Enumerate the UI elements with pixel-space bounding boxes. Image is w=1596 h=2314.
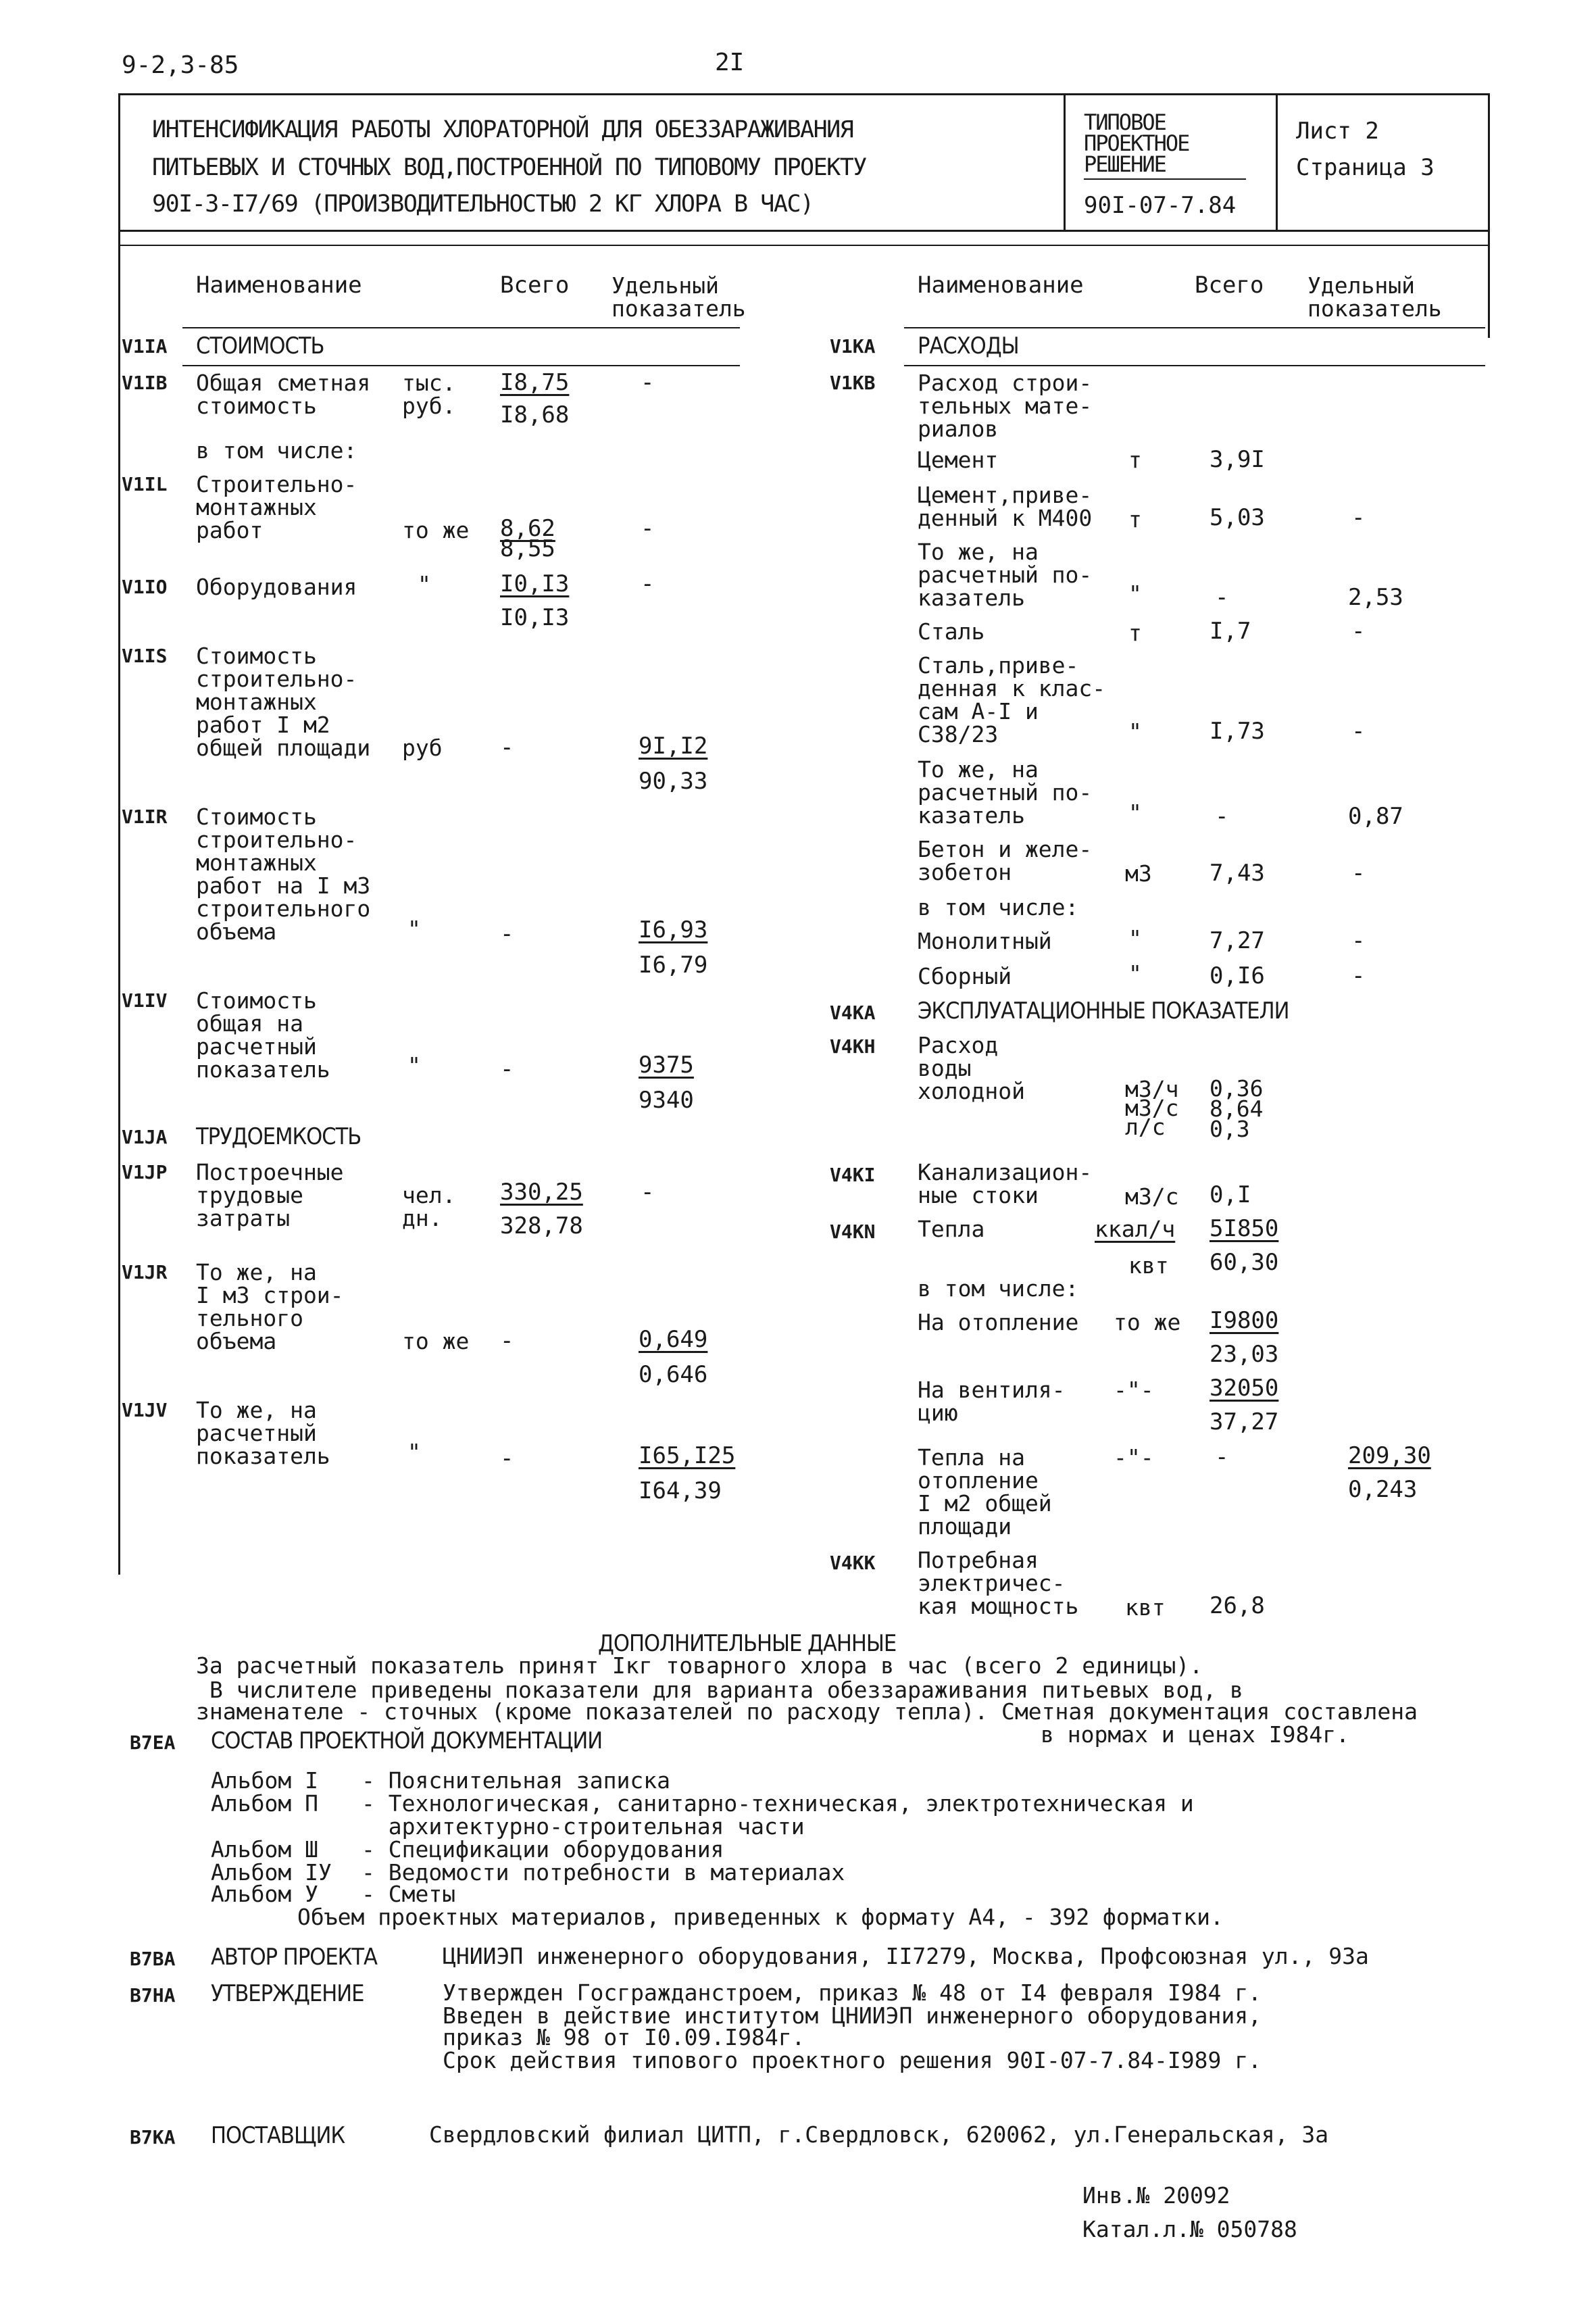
- right-col-spec: Удельный показатель: [1307, 272, 1442, 322]
- inventory-number: Инв.№ 20092: [1082, 2182, 1230, 2209]
- row-unit: тыс. руб.: [402, 370, 456, 419]
- album-label: Альбом IУ: [211, 1859, 332, 1886]
- row-total: I,7: [1210, 618, 1251, 645]
- additional-heading: ДОПОЛНИТЕЛЬНЫЕ ДАННЫЕ: [598, 1630, 897, 1657]
- row-unit: то же: [402, 517, 470, 543]
- row-spec-2: 0,243: [1348, 1476, 1418, 1503]
- row-total: 26,8: [1210, 1592, 1265, 1619]
- title-line-1: ИНТЕНСИФИКАЦИЯ РАБОТЫ ХЛОРАТОРНОЙ ДЛЯ ОБЕЗЗАРАЖИВАНИЯ: [152, 116, 853, 143]
- row-total: 3,9I: [1210, 446, 1265, 473]
- row-total: -: [500, 1056, 514, 1083]
- row-unit: м3: [1125, 860, 1152, 887]
- title-line-3: 90I-3-I7/69 (ПРОИЗВОДИТЕЛЬНОСТЬЮ 2 КГ ХЛОРА В ЧАС): [152, 191, 814, 218]
- row-name: Стоимость общая на расчетный показатель: [196, 987, 330, 1083]
- row-name: Цемент,приве- денный к М400: [918, 482, 1093, 531]
- sheet-number: Лист 2: [1296, 118, 1379, 145]
- row-spec: I6,93: [639, 916, 708, 943]
- row-code: V4KI: [830, 1164, 876, 1186]
- row-total-2: 8,55: [500, 535, 555, 562]
- row-name: Монолитный: [918, 928, 1052, 954]
- row-unit: то же: [1114, 1309, 1181, 1335]
- row-unit: м3/с: [1125, 1183, 1179, 1210]
- row-code: V1IL: [122, 473, 168, 495]
- album-label: Альбом Ш: [211, 1836, 318, 1863]
- row-spec-2: 90,33: [639, 768, 708, 795]
- row-unit: ": [418, 571, 431, 597]
- row-spec: 0,649: [639, 1326, 708, 1353]
- row-total: 330,25: [500, 1179, 583, 1206]
- album-desc: - Спецификации оборудования: [361, 1836, 724, 1863]
- additional-line-2: В числителе приведены показатели для варианта обеззараживания питьевых вод, в: [209, 1677, 1243, 1703]
- row-name: в том числе:: [196, 437, 357, 464]
- row-code: V1IB: [122, 372, 168, 394]
- row-total: 0,I6: [1210, 962, 1265, 989]
- row-name: То же, на расчетный по- казатель: [918, 539, 1093, 611]
- album-desc: - Технологическая, санитарно-техническая, электротехническая и архитектурно-строительная части: [361, 1790, 1194, 1840]
- page-number: 2I: [715, 49, 745, 76]
- right-col-total: Всего: [1195, 272, 1264, 299]
- row-spec: -: [641, 1179, 655, 1206]
- right-border: [1488, 230, 1490, 338]
- row-total-2: 23,03: [1210, 1341, 1279, 1368]
- author-text: ЦНИИЭП инженерного оборудования, II7279, Москва, Профсоюзная ул., 93а: [443, 1943, 1369, 1969]
- approval-line-4: Срок действия типового проектного решения 90I-07-7.84-I989 г.: [443, 2047, 1262, 2073]
- row-total-2: I0,I3: [500, 604, 570, 631]
- row-total: I9800: [1210, 1307, 1279, 1334]
- row-unit: ": [1128, 925, 1142, 952]
- row-spec: -: [641, 515, 655, 542]
- approval-line-3: приказ № 98 от I0.09.I984г.: [443, 2024, 805, 2050]
- row-spec: 9I,I2: [639, 733, 708, 760]
- row-name: Цемент: [918, 447, 999, 473]
- row-total: -: [500, 734, 514, 761]
- row-total: 32050: [1210, 1375, 1279, 1402]
- row-code: V1JR: [122, 1261, 168, 1283]
- row-total: -: [500, 1445, 514, 1472]
- left-border: [118, 230, 120, 1575]
- row-name: Расход строи- тельных мате- риалов: [918, 370, 1093, 442]
- row-name: Стоимость строительно- монтажных работ I м2 общей площади: [196, 643, 371, 761]
- row-name: Оборудования: [196, 574, 357, 600]
- row-total: 0,36 8,64 0,3: [1210, 1075, 1264, 1142]
- page-label: Страница 3: [1296, 154, 1435, 181]
- row-code: V4KA: [830, 1002, 876, 1024]
- left-col-total: Всего: [500, 272, 570, 299]
- row-unit: квт: [1125, 1594, 1166, 1621]
- row-unit: -"-: [1114, 1377, 1154, 1403]
- approval-line-1: Утвержден Госгражданстроем, приказ № 48 от I4 февраля I984 г.: [443, 1979, 1262, 2006]
- row-unit-2: квт: [1128, 1252, 1169, 1279]
- album-label: Альбом У: [211, 1881, 318, 1907]
- row-unit: ": [1128, 960, 1142, 987]
- row-total: -: [1215, 584, 1229, 611]
- catalog-number: Катал.л.№ 050788: [1082, 2216, 1297, 2242]
- author-label: АВТОР ПРОЕКТА: [211, 1944, 377, 1971]
- row-name: На отопление: [918, 1309, 1079, 1335]
- row-unit: -"-: [1114, 1444, 1154, 1471]
- row-unit: ": [407, 916, 421, 942]
- row-name: Расход воды холодной: [918, 1032, 1025, 1104]
- row-code: V1IO: [122, 576, 168, 598]
- row-name: Сталь,приве- денная к клас- сам А-I и С38/23: [918, 652, 1106, 747]
- section-heading: ТРУДОЕМКОСТЬ: [196, 1123, 361, 1150]
- document-code: 9-2,3-85: [122, 51, 239, 79]
- row-code: V1IS: [122, 645, 168, 667]
- left-header-rule: [182, 327, 740, 328]
- row-unit: чел. дн.: [402, 1182, 456, 1231]
- row-name: Потребная электричес- кая мощность: [918, 1547, 1079, 1619]
- row-total: I0,I3: [500, 570, 570, 597]
- row-total: 7,43: [1210, 860, 1265, 887]
- left-col-spec: Удельный показатель: [612, 272, 746, 322]
- row-spec-2: I64,39: [639, 1477, 722, 1504]
- type-label: ТИПОВОЕ ПРОЕКТНОЕ РЕШЕНИЕ: [1084, 109, 1189, 177]
- row-spec-2: I6,79: [639, 952, 708, 979]
- row-total: I8,75: [500, 369, 570, 396]
- right-col-name: Наименование: [918, 272, 1084, 299]
- row-unit: ккал/ч: [1095, 1216, 1176, 1242]
- row-name: Сборный: [918, 963, 1012, 989]
- row-unit: ": [1128, 718, 1142, 745]
- row-spec-2: 0,646: [639, 1361, 708, 1388]
- row-unit: руб: [402, 735, 443, 761]
- row-code: V1KA: [830, 335, 876, 358]
- section-code: B7EA: [130, 1731, 176, 1754]
- row-name: Общая сметная стоимость: [196, 370, 371, 419]
- row-code: V1IV: [122, 989, 168, 1012]
- row-total: 8,62: [500, 515, 555, 542]
- section-code: B7KA: [130, 2126, 176, 2148]
- row-name: То же, на I м3 строи- тельного объема: [196, 1259, 344, 1354]
- row-unit: ": [407, 1439, 421, 1465]
- row-spec: -: [1351, 618, 1366, 645]
- row-unit: м3/ч м3/с л/с: [1125, 1076, 1179, 1140]
- row-code: V1IR: [122, 806, 168, 828]
- album-desc: - Сметы: [361, 1881, 456, 1907]
- table-top-rule: [118, 245, 1490, 246]
- album-desc: - Пояснительная записка: [361, 1767, 670, 1794]
- row-total: -: [1215, 1444, 1229, 1471]
- additional-line-3: знаменателе - сточных (кроме показателей по расходу тепла). Сметная документация составлена: [196, 1698, 1418, 1725]
- row-name: в том числе:: [918, 894, 1079, 920]
- additional-line-4: в нормах и ценах I984г.: [1041, 1721, 1349, 1748]
- composition-heading: СОСТАВ ПРОЕКТНОЙ ДОКУМЕНТАЦИИ: [211, 1727, 603, 1754]
- approval-line-2: Введен в действие институтом ЦНИИЭП инженерного оборудования,: [443, 2002, 1262, 2029]
- row-unit: ": [1128, 799, 1142, 826]
- row-name: Сталь: [918, 618, 985, 645]
- row-unit: т: [1128, 447, 1142, 473]
- row-unit: то же: [402, 1328, 470, 1354]
- section-code: B7HA: [130, 1984, 176, 2007]
- row-name: На вентиля- цию: [918, 1377, 1066, 1426]
- row-name: Построечные трудовые затраты: [196, 1159, 344, 1231]
- row-name: То же, на расчетный по- казатель: [918, 756, 1093, 829]
- row-name: Канализацион- ные стоки: [918, 1159, 1093, 1208]
- volume-note: Объем проектных материалов, приведенных к формату А4, - 392 форматки.: [297, 1904, 1224, 1930]
- section-heading: ЭКСПЛУАТАЦИОННЫЕ ПОКАЗАТЕЛИ: [918, 998, 1289, 1025]
- row-spec: 2,53: [1348, 584, 1403, 611]
- row-total-2: 37,27: [1210, 1408, 1279, 1435]
- row-spec: 9375: [639, 1052, 694, 1079]
- row-code: V4KN: [830, 1221, 876, 1243]
- row-spec-2: 9340: [639, 1087, 694, 1114]
- section-code: B7BA: [130, 1948, 176, 1970]
- row-spec: -: [641, 570, 655, 597]
- row-spec: -: [1351, 504, 1366, 531]
- row-spec: -: [1351, 927, 1366, 954]
- row-name: Тепла: [918, 1216, 985, 1242]
- row-unit: т: [1128, 506, 1142, 533]
- right-header-rule: [904, 327, 1485, 328]
- left-col-name: Наименование: [196, 272, 362, 299]
- row-code: V1IA: [122, 335, 168, 358]
- row-total: 0,I: [1210, 1181, 1251, 1208]
- row-code: V1KB: [830, 372, 876, 394]
- row-spec: -: [1351, 860, 1366, 887]
- row-total-2: I8,68: [500, 401, 570, 428]
- row-name: Тепла на отопление I м2 общей площади: [918, 1444, 1052, 1540]
- type-code: 90I-07-7.84: [1084, 192, 1237, 219]
- row-name: Стоимость строительно- монтажных работ на I м3 строительного объема: [196, 804, 371, 945]
- row-spec: -: [1351, 962, 1366, 989]
- row-total: -: [500, 1327, 514, 1354]
- row-total-2: 60,30: [1210, 1249, 1279, 1276]
- title-line-2: ПИТЬЕВЫХ И СТОЧНЫХ ВОД,ПОСТРОЕННОЙ ПО ТИПОВОМУ ПРОЕКТУ: [152, 154, 866, 181]
- row-spec: 0,87: [1348, 803, 1403, 830]
- row-total: -: [500, 920, 514, 947]
- row-code: V4KH: [830, 1035, 876, 1058]
- supplier-label: ПОСТАВЩИК: [211, 2122, 345, 2149]
- row-name: То же, на расчетный показатель: [196, 1397, 330, 1469]
- album-desc: - Ведомости потребности в материалах: [361, 1859, 845, 1886]
- row-spec: 209,30: [1348, 1442, 1431, 1469]
- approval-label: УТВЕРЖДЕНИЕ: [211, 1980, 364, 2007]
- row-total: -: [1215, 803, 1229, 830]
- row-spec: -: [1351, 718, 1366, 745]
- row-total: 5I850: [1210, 1215, 1279, 1242]
- row-total: 5,03: [1210, 504, 1265, 531]
- row-name: в том числе:: [918, 1275, 1079, 1302]
- row-unit: ": [407, 1052, 421, 1079]
- row-code: V1JA: [122, 1126, 168, 1148]
- additional-line-1: За расчетный показатель принят Iкг товарного хлора в час (всего 2 единицы).: [196, 1652, 1203, 1679]
- row-name: Бетон и желе- зобетон: [918, 836, 1093, 885]
- album-label: Альбом I: [211, 1767, 318, 1794]
- section-heading: РАСХОДЫ: [918, 333, 1019, 360]
- row-name: Строительно- монтажных работ: [196, 471, 357, 543]
- row-code: V4KK: [830, 1552, 876, 1574]
- row-spec: I65,I25: [639, 1442, 736, 1469]
- row-total: 7,27: [1210, 927, 1265, 954]
- album-label: Альбом П: [211, 1790, 318, 1817]
- section-heading: СТОИМОСТЬ: [196, 333, 324, 360]
- row-total-2: 328,78: [500, 1212, 583, 1239]
- row-unit: ": [1128, 581, 1142, 607]
- row-unit: т: [1128, 620, 1142, 646]
- supplier-text: Свердловский филиал ЦИТП, г.Свердловск, 620062, ул.Генеральская, 3а: [429, 2121, 1329, 2148]
- row-code: V1JP: [122, 1161, 168, 1183]
- row-total: I,73: [1210, 718, 1265, 745]
- row-code: V1JV: [122, 1399, 168, 1421]
- row-spec: -: [641, 369, 655, 396]
